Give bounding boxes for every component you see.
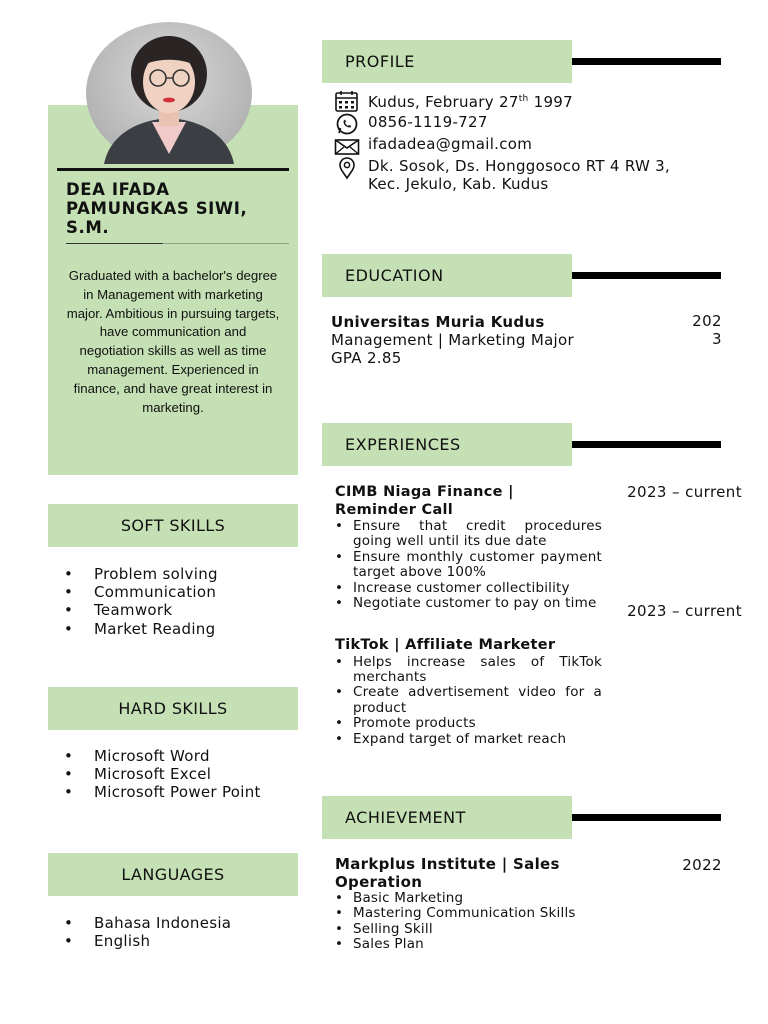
- education-header: [322, 254, 572, 297]
- list-item: • Create advertisement video for a product: [335, 685, 602, 716]
- profile-photo-image: [86, 22, 252, 164]
- job-title-line-2: Reminder Call: [335, 501, 454, 518]
- job-title-line-1: CIMB Niaga Finance |: [335, 484, 514, 500]
- list-item: • Mastering Communication Skills: [335, 906, 615, 921]
- list-item: • Selling Skill: [335, 922, 615, 937]
- name-underline-light: [163, 243, 289, 244]
- list-item: • Helps increase sales of TikTok merchants: [335, 655, 602, 686]
- achievement-header: [322, 796, 572, 839]
- calendar-icon: [334, 90, 360, 112]
- email-address: ifadadea@gmail.com: [368, 135, 533, 153]
- list-item: • Expand target of market reach: [335, 732, 602, 747]
- list-item: • Negotiate customer to pay on time: [335, 596, 602, 611]
- job-period-1: 2023 – current: [627, 483, 742, 501]
- list-item: • Microsoft Power Point: [64, 783, 294, 801]
- list-item: • Teamwork: [64, 601, 294, 619]
- hard-skills-list: [64, 747, 294, 802]
- list-item: • Communication: [64, 583, 294, 601]
- phone-number: 0856-1119-727: [368, 113, 488, 131]
- achievement-title-line-1: Markplus Institute | Sales: [335, 855, 560, 873]
- experiences-rule: [572, 441, 721, 448]
- list-item: • Ensure monthly customer payment target above 100%: [335, 550, 602, 581]
- profile-header: [322, 40, 572, 83]
- job-bullets: [335, 655, 602, 747]
- job-bullets: [335, 519, 602, 611]
- address-line-2: Kec. Jekulo, Kab. Kudus: [368, 175, 549, 193]
- list-item: • Ensure that credit procedures going well until its due date: [335, 519, 602, 550]
- list-item: • Market Reading: [64, 620, 294, 638]
- contact-birth: [334, 90, 573, 112]
- list-item: • Microsoft Word: [64, 747, 294, 765]
- soft-skills-list: [64, 565, 294, 638]
- achievement-year: 2022: [682, 856, 722, 874]
- job-period-2: 2023 – current: [627, 602, 742, 620]
- job-entry-1: [335, 484, 602, 611]
- education-year: [672, 312, 722, 348]
- full-name: DEA IFADA PAMUNGKAS SIWI, S.M.: [66, 180, 248, 237]
- location-pin-icon: [334, 157, 360, 179]
- languages-header: [48, 853, 298, 896]
- hard-skills-header: [48, 687, 298, 730]
- education-major: Management | Marketing Major: [331, 331, 574, 349]
- list-item: • Problem solving: [64, 565, 294, 583]
- achievement-entry: [335, 855, 615, 953]
- list-item: • Promote products: [335, 716, 602, 731]
- education-year-line-1: 202: [692, 312, 722, 330]
- languages-title: LANGUAGES: [121, 865, 225, 884]
- job-entry-2: [335, 637, 602, 747]
- education-school: Universitas Muria Kudus: [331, 313, 545, 331]
- birth-year: 1997: [528, 93, 573, 111]
- experiences-title: EXPERIENCES: [345, 435, 461, 454]
- contact-email: [334, 135, 532, 157]
- address-line-1: Dk. Sosok, Ds. Honggosoco RT 4 RW 3,: [368, 157, 671, 175]
- name-underline-dark: [66, 243, 163, 244]
- profile-rule: [572, 58, 721, 65]
- soft-skills-header: [48, 504, 298, 547]
- education-title: EDUCATION: [345, 266, 444, 285]
- languages-list: [64, 914, 294, 950]
- contact-phone: [334, 113, 488, 135]
- birth-place-date: Kudus, February 27: [368, 93, 519, 111]
- list-item: • Microsoft Excel: [64, 765, 294, 783]
- job-title-line-1: TikTok | Affiliate Marketer: [335, 637, 556, 653]
- experiences-header: [322, 423, 572, 466]
- education-gpa: GPA 2.85: [331, 349, 402, 367]
- profile-summary: Graduated with a bachelor's degree in Management with marketing major. Ambitious in pursuing targets, have communication and negotiation skills as well as time management. Experienced in finance, and have great interest in marketing.: [66, 268, 280, 415]
- envelope-icon: [334, 135, 360, 157]
- soft-skills-title: SOFT SKILLS: [120, 516, 226, 535]
- profile-photo: [86, 22, 252, 164]
- list-item: • Basic Marketing: [335, 891, 615, 906]
- achievement-rule: [572, 814, 721, 821]
- education-rule: [572, 272, 721, 279]
- contact-address: [334, 157, 670, 193]
- achievement-title-line-2: Operation: [335, 873, 423, 891]
- list-item: • Increase customer collectibility: [335, 581, 602, 596]
- list-item: • English: [64, 932, 294, 950]
- list-item: • Bahasa Indonesia: [64, 914, 294, 932]
- achievement-bullets: [335, 891, 615, 953]
- birth-ordinal: th: [518, 94, 529, 104]
- hard-skills-title: HARD SKILLS: [118, 699, 228, 718]
- name-divider: [57, 168, 289, 171]
- achievement-title: ACHIEVEMENT: [345, 808, 466, 827]
- education-year-line-2: 3: [712, 330, 722, 348]
- profile-title: PROFILE: [345, 52, 415, 71]
- list-item: • Sales Plan: [335, 937, 615, 952]
- whatsapp-icon: [334, 113, 360, 135]
